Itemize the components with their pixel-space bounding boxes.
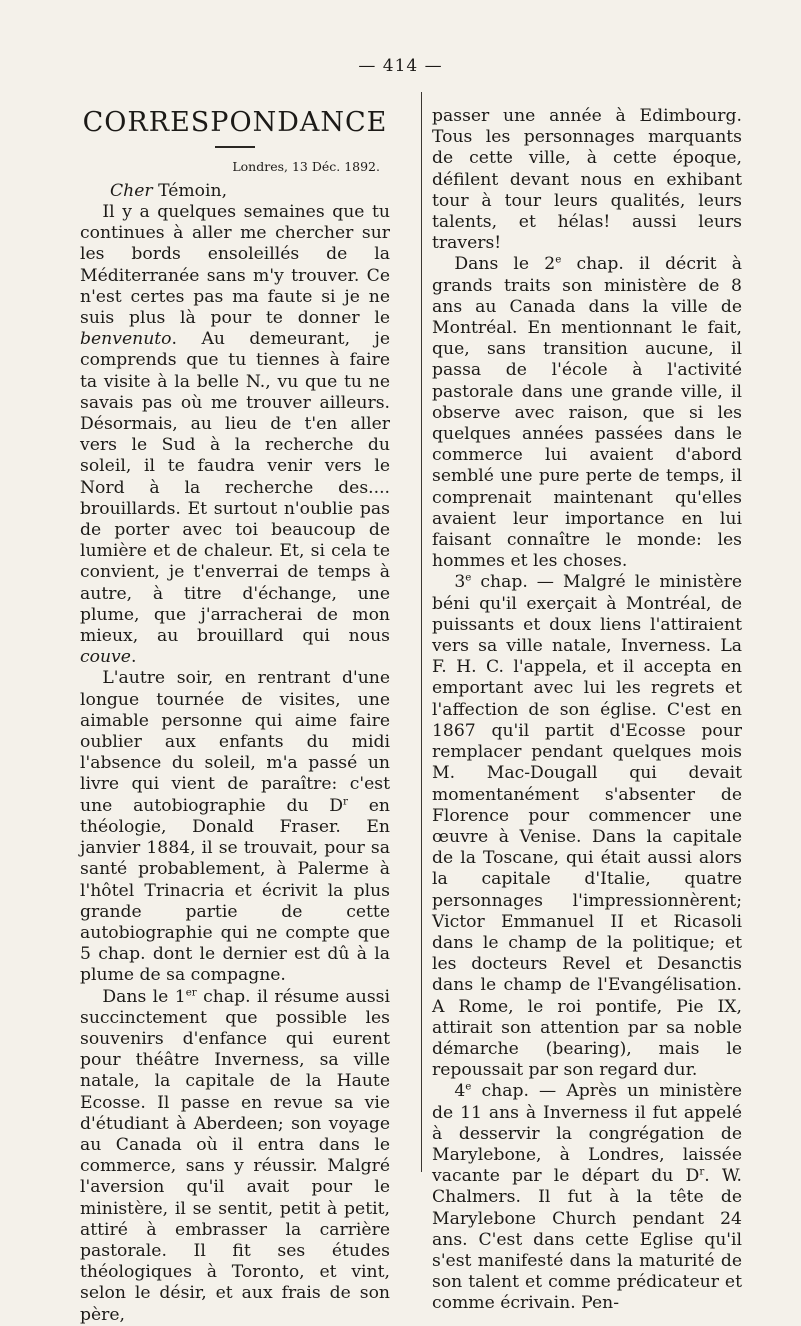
text-run: 4: [454, 1081, 466, 1102]
article-title: CORRESPONDANCE: [82, 107, 388, 138]
right-column: [432, 106, 742, 1315]
text-run: . W. Chalmers. Il fut à la tête de Marylebone Church pendant 24 ans. C'est dans cette Eglise qu'il s'est manifesté dans la maturité de son talent et comme prédicateur et comme écrivain. Pen-: [432, 1166, 742, 1314]
text-run: Dans le 2: [454, 254, 556, 275]
title-underline: [215, 146, 255, 148]
superscript: e: [465, 1080, 472, 1093]
column-divider: [421, 92, 422, 1172]
text-run: .: [130, 647, 137, 668]
paragraph: [432, 1081, 742, 1314]
salutation: [110, 180, 390, 202]
paragraph: [432, 254, 742, 572]
dateline: Londres, 13 Déc. 1892.: [232, 159, 380, 174]
superscript: e: [465, 571, 472, 584]
page-number: — 414 —: [358, 56, 443, 76]
left-column: [80, 104, 390, 1326]
superscript: er: [185, 985, 197, 998]
paragraph: [80, 202, 390, 668]
text-run: L'autre soir, en rentrant d'une longue tournée de visites, une aimable personne qui aime faire oublier aux enfants du midi l'absence du soleil, m'a passé un livre qui vient de paraître: c'est une autobiographie du D: [80, 668, 390, 816]
text-run: chap. il résume aussi succinctement que possible les souvenirs d'enfance qui eurent pour théâtre Inverness, sa ville natale, la capitale de la Haute Ecosse. Il passe en revue sa vie d'étudiant à Aberdeen; son voyage au Canada où il entra dans le commerce, sans y réussir. Malgré l'aversion qu'il avait pour le ministère, il se sentit, petit à petit, attiré à embrasser la carrière pastorale. Il fit ses études théologiques à Toronto, et vint, selon le désir, et aux frais de son père,: [80, 986, 390, 1325]
paragraph: [432, 572, 742, 1081]
salutation-rest: Témoin,: [152, 181, 228, 201]
superscript: r: [343, 794, 348, 807]
paragraph: [80, 987, 390, 1326]
paragraph: [80, 668, 390, 986]
text-run: Il y a quelques semaines que tu continues à aller me chercher sur les bords ensoleillés de la Méditerranée sans m'y trouver. Ce n'est certes pas ma faute si je ne suis plus là pour te donner le: [80, 202, 390, 329]
text-run: Dans le 1: [102, 986, 186, 1007]
superscript: e: [555, 253, 562, 266]
text-run: 3: [454, 572, 466, 593]
text-run: chap. il décrit à grands traits son ministère de 8 ans au Canada dans la ville de Montréal. En mentionnant le fait, que, sans transition aucune, il passa de l'école à l'activité pastorale dans une grande ville, il observe avec raison, que si les quelques années passées dans le commerce lui avaient d'abord semblé une pure perte de temps, il comprenait maintenant qu'elles avaient leur importance en lui faisant connaître le monde: les hommes et les choses.: [432, 254, 742, 572]
salutation-italic: Cher: [110, 181, 153, 201]
superscript: r: [699, 1165, 705, 1178]
paragraph: passer une année à Edimbourg. Tous les personnages marquants de cette ville, à cette époque, défilent devant nous en exhibant tour à tour leurs qualités, leurs talents, et hélas! aussi leurs travers!: [432, 106, 742, 254]
italic-run: benvenuto: [80, 329, 172, 350]
text-run: . Au demeurant, je comprends que tu tiennes à faire ta visite à la belle N., vu que tu ne savais pas où me trouver ailleurs. Désormais, au lieu de t'en aller vers le Sud à la recherche du soleil, il te faudra venir vers le Nord à la recherche des.... brouillards. Et surtout n'oublie pas de porter avec toi beaucoup de lumière et de chaleur. Et, si cela te convient, je t'enverrai de temps à autre, à titre d'échange, une plume, que j'arracherai de mon mieux, au brouillard qui nous: [80, 329, 390, 647]
text-run: chap. — Malgré le ministère béni qu'il exerçait à Montréal, de puissants et doux liens l'attiraient vers sa ville natale, Inverness. La F. H. C. l'appela, et il accepta en emportant avec lui les regrets et l'affection de son église. C'est en 1867 qu'il partit d'Ecosse pour remplacer pendant quelques mois M. Mac-Dougall qui devait momentanément s'absenter de Florence pour commencer une œuvre à Venise. Dans la capitale de la Toscane, qui était aussi alors la capitale d'Italie, quatre personnages l'impressionnèrent; Victor Emmanuel II et Ricasoli dans le champ de la politique; et les docteurs Revel et Desanctis dans le champ de l'Evangélisation. A Rome, le roi pontife, Pie IX, attirait son attention par sa noble démarche (bearing), mais le repoussait par son regard dur.: [432, 572, 742, 1081]
italic-run: couve: [80, 647, 131, 668]
text-run: en théologie, Donald Fraser. En janvier 1884, il se trouvait, pour sa santé probablement, à Palerme à l'hôtel Trinacria et écrivit la plus grande partie de cette autobiographie qui ne compte que 5 chap. dont le dernier est dû à la plume de sa compagne.: [80, 795, 390, 986]
text-run: chap. — Après un ministère de 11 ans à Inverness il fut appelé à desservir la congrégation de Marylebone, à Londres, laissée vacante par le départ du D: [432, 1081, 742, 1187]
